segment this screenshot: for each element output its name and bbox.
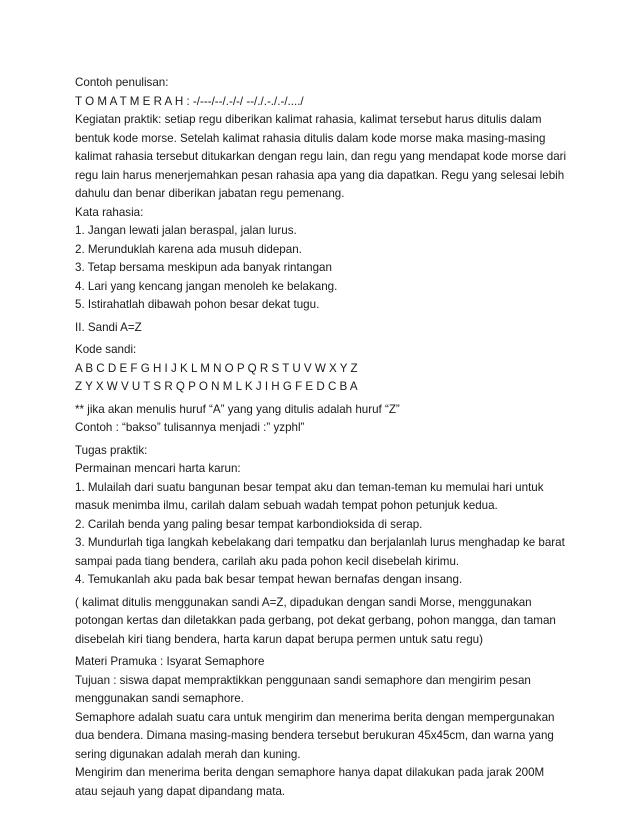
paragraph-line: ( kalimat ditulis menggunakan sandi A=Z, dipadukan dengan sandi Morse, menggunakan: [75, 595, 532, 609]
cipher-note: ** jika akan menulis huruf “A” yang yang ditulis adalah huruf “Z”: [75, 402, 400, 416]
secret-sentences-heading: Kata rahasia:: [75, 205, 144, 219]
list-item: 1. Jangan lewati jalan beraspal, jalan lurus.: [75, 224, 297, 237]
list-item: masuk menimba ilmu, carilah dalam sebuah wadah tempat pohon petunjuk kedua.: [75, 499, 498, 512]
morse-example: T O M A T M E R A H : -/---/--/.-/-/ --/./.-./.-/..../: [75, 94, 304, 108]
cipher-example-block: [75, 401, 575, 438]
example-heading: Contoh penulisan:: [75, 76, 169, 89]
morse-section: [75, 74, 575, 315]
paragraph-line: Mengirim dan menerima berita dengan semaphore hanya dapat dilakukan pada jarak 200M: [75, 766, 545, 779]
cipher-heading: Kode sandi:: [75, 343, 137, 356]
paragraph-line: Tujuan : siswa dapat mempraktikkan penggunaan sandi semaphore dan mengirim pesan: [75, 673, 531, 687]
treasure-hunt-block: [75, 442, 575, 590]
paragraph-line: atau sejauh yang dapat dipandang mata.: [75, 784, 286, 798]
list-item: 4. Temukanlah aku pada bak besar tempat hewan bernafas dengan insang.: [75, 573, 463, 586]
paragraph-line: regu lain harus menerjemahkan pesan rahasia apa yang dia dapatkan. Regu yang selesai lebih: [75, 168, 565, 182]
paragraph-line: Semaphore adalah suatu cara untuk mengirim dan menerima berita dengan mempergunakan: [75, 710, 555, 724]
cipher-alphabet-row: A B C D E F G H I J K L M N O P Q R S T U V W X Y Z: [75, 361, 358, 375]
paragraph-line: dahulu dan benar diberikan jabatan regu pemenang.: [75, 187, 345, 200]
treasure-note-block: [75, 594, 575, 650]
list-item: 5. Istirahatlah dibawah pohon besar dekat tugu.: [75, 298, 320, 311]
list-item: 3. Mundurlah tiga langkah kebelakang dari tempatku dan berjalanlah lurus menghadap ke barat: [75, 536, 565, 549]
paragraph-line: Kegiatan praktik: setiap regu diberikan kalimat rahasia, kalimat tersebut harus ditulis dalam: [75, 113, 542, 126]
section-heading-sandi-az: II. Sandi A=Z: [75, 320, 142, 334]
task-heading: Tugas praktik:: [75, 443, 148, 457]
paragraph-line: potongan kertas dan diletakkan pada gerbang, pot dekat gerbang, pohon mangga, dan taman: [75, 614, 556, 627]
semaphore-block: [75, 653, 575, 801]
list-item: 1. Mulailah dari suatu bangunan besar tempat aku dan teman-teman ku memulai hari untuk: [75, 480, 544, 494]
paragraph-line: kalimat rahasia tersebut ditukarkan dengan regu lain, dan regu yang mendapat kode morse dari: [75, 150, 567, 163]
list-item: 3. Tetap bersama meskipun ada banyak rintangan: [75, 261, 332, 274]
paragraph-line: dua bendera. Dimana masing-masing bendera tersebut berukuran 45x45cm, dan warna yang: [75, 729, 554, 742]
game-heading: Permainan mencari harta karun:: [75, 462, 241, 475]
cipher-reversed-row: Z Y X W V U T S R Q P O N M L K J I H G F E D C B A: [75, 380, 358, 393]
paragraph-line: disebelah kiri tiang bendera, harta karun dapat berupa permen untuk satu regu): [75, 632, 483, 646]
list-item: sampai pada tiang bendera, carilah aku pada pohon kecil disebelah kirimu.: [75, 554, 460, 568]
paragraph-line: menggunakan sandi semaphore.: [75, 692, 244, 705]
semaphore-heading: Materi Pramuka : Isyarat Semaphore: [75, 655, 265, 668]
list-item: 2. Merunduklah karena ada musuh didepan.: [75, 242, 302, 256]
cipher-code-block: [75, 341, 575, 397]
document-body: [75, 74, 575, 801]
cipher-example: Contoh : “bakso” tulisannya menjadi :” yzphl”: [75, 421, 305, 434]
paragraph-line: sering digunakan adalah merah dan kuning.: [75, 747, 301, 761]
list-item: 2. Carilah benda yang paling besar tempat karbondioksida di serap.: [75, 517, 423, 531]
list-item: 4. Lari yang kencang jangan menoleh ke belakang.: [75, 279, 338, 293]
paragraph-line: bentuk kode morse. Setelah kalimat rahasia ditulis dalam kode morse maka masing-masing: [75, 131, 546, 145]
